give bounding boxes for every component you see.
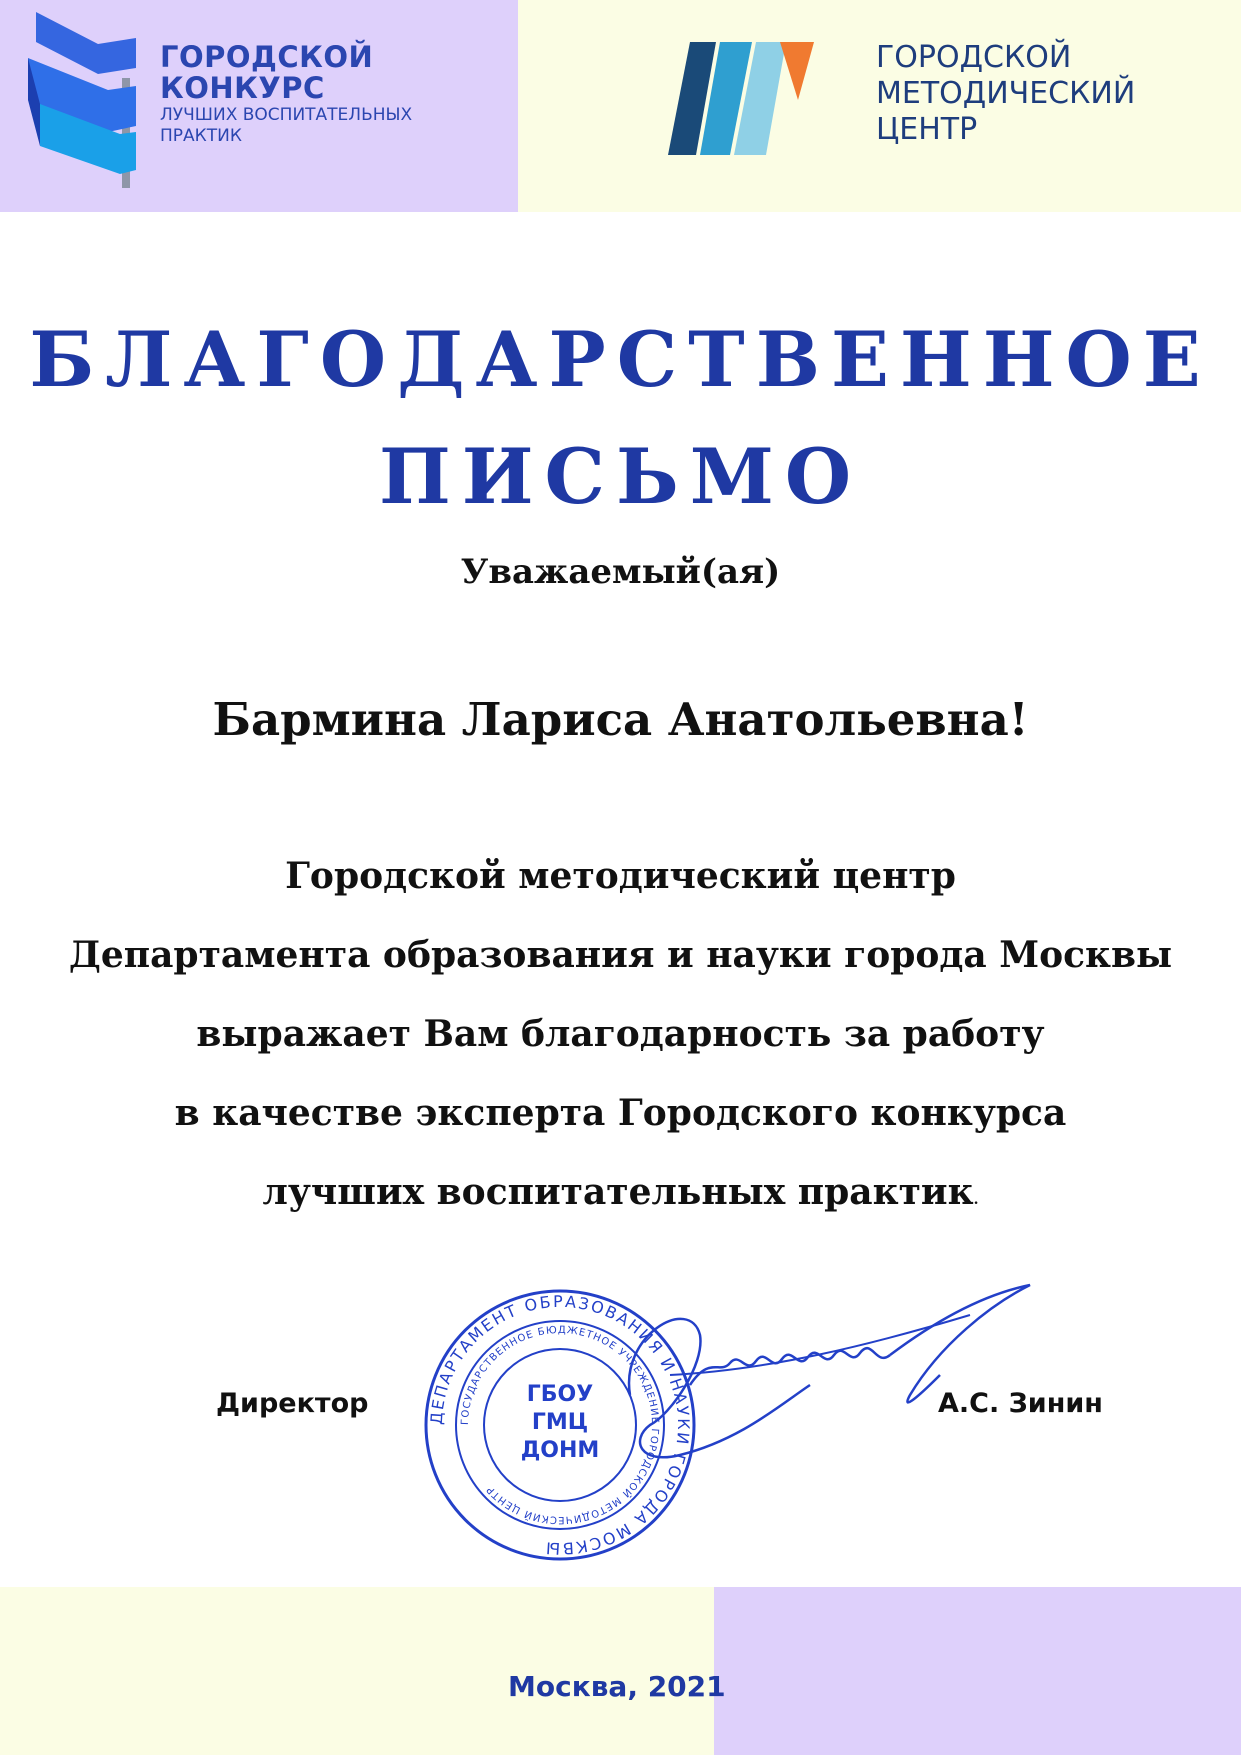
body-line: Городской методический центр bbox=[285, 855, 956, 897]
stamp-center-line1: ГБОУ bbox=[526, 1382, 594, 1407]
contest-title-line2: КОНКУРС bbox=[160, 71, 325, 105]
contest-subtitle-line1: ЛУЧШИХ ВОСПИТАТЕЛЬНЫХ bbox=[160, 105, 413, 125]
body-line: Департамента образования и науки города Москвы bbox=[68, 934, 1173, 976]
signatory-position: Директор bbox=[216, 1388, 369, 1419]
body-line: лучших воспитательных практик bbox=[262, 1171, 974, 1213]
center-line3: ЦЕНТР bbox=[876, 112, 978, 147]
contest-title-line1: ГОРОДСКОЙ bbox=[160, 40, 374, 74]
body-line: выражает Вам благодарность за работу bbox=[196, 1013, 1045, 1055]
center-line2: МЕТОДИЧЕСКИЙ bbox=[876, 76, 1136, 111]
body-end-mark: . bbox=[973, 1192, 979, 1208]
contest-subtitle-line2: ПРАКТИК bbox=[160, 126, 242, 146]
handwritten-signature bbox=[610, 1275, 1050, 1475]
stamp-outer-ring-text: ДЕПАРТАМЕНТ ОБРАЗОВАНИЯ И НАУКИ ГОРОДА МОСКВЫ bbox=[426, 1291, 694, 1559]
contest-logo-text bbox=[160, 42, 412, 146]
stamp-inner-ring-text: ГОСУДАРСТВЕННОЕ БЮДЖЕТНОЕ УЧРЕЖДЕНИЕ ГОРОДСКОЙ МЕТОДИЧЕСКИЙ ЦЕНТР bbox=[459, 1324, 661, 1526]
document-title-line2: ПИСЬМО bbox=[378, 432, 863, 521]
salutation: Уважаемый(ая) bbox=[460, 552, 781, 592]
document-title-line1: БЛАГОДАРСТВЕННОЕ bbox=[29, 315, 1212, 404]
stamp-center-line2: ГМЦ bbox=[531, 1410, 589, 1435]
flag-logo-icon bbox=[28, 8, 158, 190]
signatory-name: А.С. Зинин bbox=[938, 1388, 1103, 1419]
recipient-name: Бармина Лариса Анатольевна! bbox=[212, 693, 1029, 746]
center-line1: ГОРОДСКОЙ bbox=[876, 40, 1072, 75]
footer-right-panel bbox=[714, 1587, 1241, 1755]
body-line-last bbox=[0, 1153, 1241, 1232]
place-and-date: Москва, 2021 bbox=[508, 1670, 726, 1703]
letter-body bbox=[0, 837, 1241, 1232]
method-center-logo-icon bbox=[668, 40, 818, 158]
body-line: в качестве эксперта Городского конкурса bbox=[174, 1092, 1067, 1134]
method-center-logo-text bbox=[876, 40, 1135, 148]
stamp-center-line3: ДОНМ bbox=[520, 1438, 600, 1463]
